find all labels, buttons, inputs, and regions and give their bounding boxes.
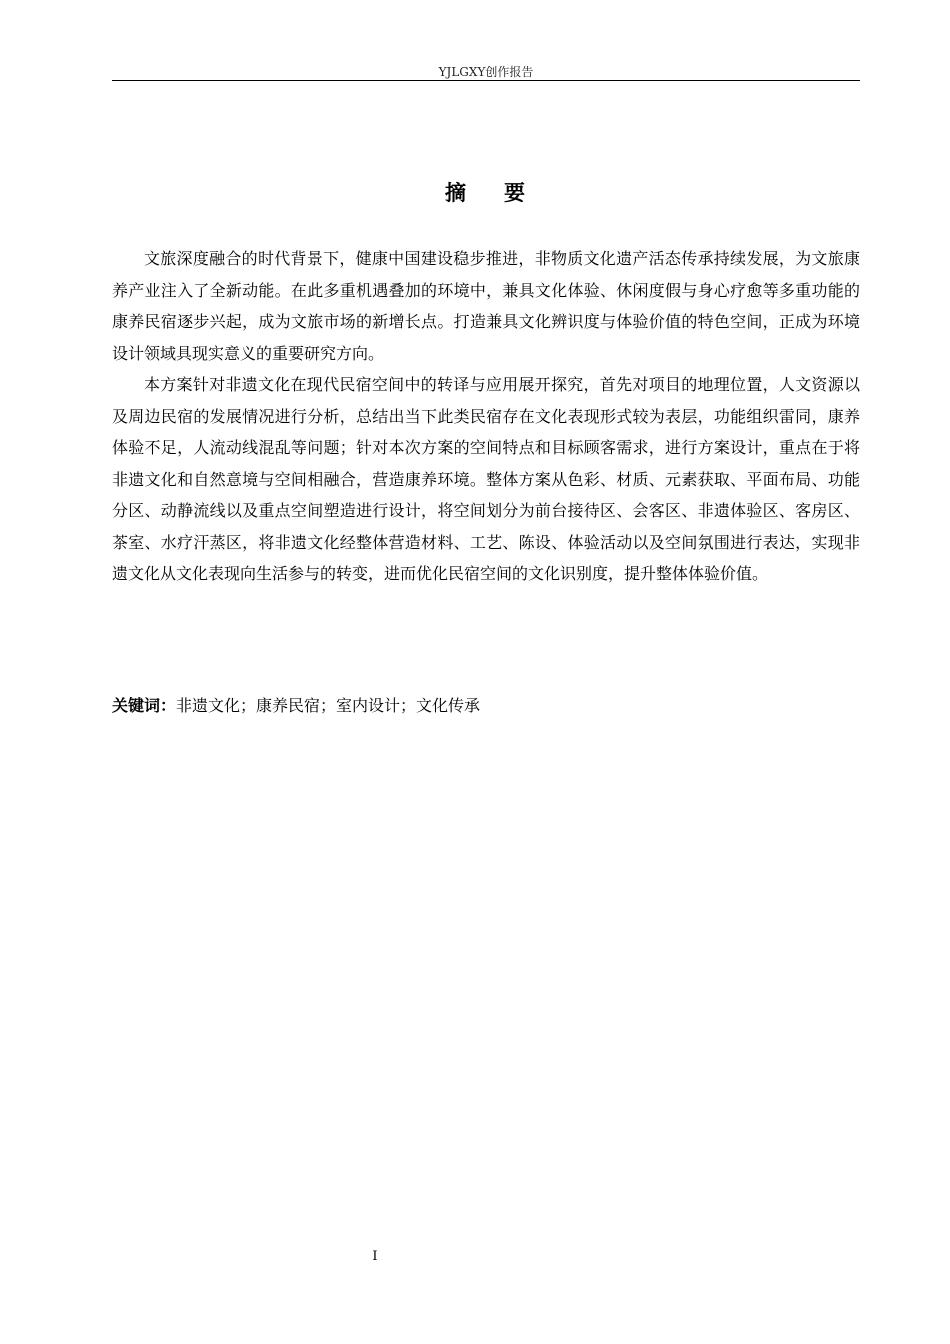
page-number: I <box>372 1249 378 1264</box>
abstract-body <box>112 243 860 590</box>
keywords-label: 关键词： <box>112 696 177 715</box>
abstract-paragraph-2: 本方案针对非遗文化在现代民宿空间中的转译与应用展开探究，首先对项目的地理位置，人文资源以及周边民宿的发展情况进行分析，总结出当下此类民宿存在文化表现形式较为表层，功能组织雷同，康养体验不足，人流动线混乱等问题；针对本次方案的空间特点和目标顾客需求，进行方案设计，重点在于将非遗文化和自然意境与空间相融合，营造康养环境。整体方案从色彩、材质、元素获取、平面布局、功能分区、动静流线以及重点空间塑造进行设计，将空间划分为前台接待区、会客区、非遗体验区、客房区、茶室、水疗汗蒸区，将非遗文化经整体营造材料、工艺、陈设、体验活动以及空间氛围进行表达，实现非遗文化从文化表现向生活参与的转变，进而优化民宿空间的文化识别度，提升整体体验价值。 <box>112 375 860 583</box>
page-title <box>112 176 860 210</box>
keywords-list: 非遗文化；康养民宿；室内设计；文化传承 <box>176 696 481 715</box>
keywords-line <box>112 690 860 722</box>
title-char-1: 摘 <box>445 181 468 205</box>
title-char-2: 要 <box>504 181 527 205</box>
abstract-paragraph-1: 文旅深度融合的时代背景下，健康中国建设稳步推进，非物质文化遗产活态传承持续发展，为文旅康养产业注入了全新动能。在此多重机遇叠加的环境中，兼具文化体验、休闲度假与身心疗愈等多重功能的康养民宿逐步兴起，成为文旅市场的新增长点。打造兼具文化辨识度与体验价值的特色空间，正成为环境设计领域具现实意义的重要研究方向。 <box>112 249 860 363</box>
header-divider <box>112 80 860 81</box>
running-header: YJLGXY创作报告 <box>438 65 534 79</box>
